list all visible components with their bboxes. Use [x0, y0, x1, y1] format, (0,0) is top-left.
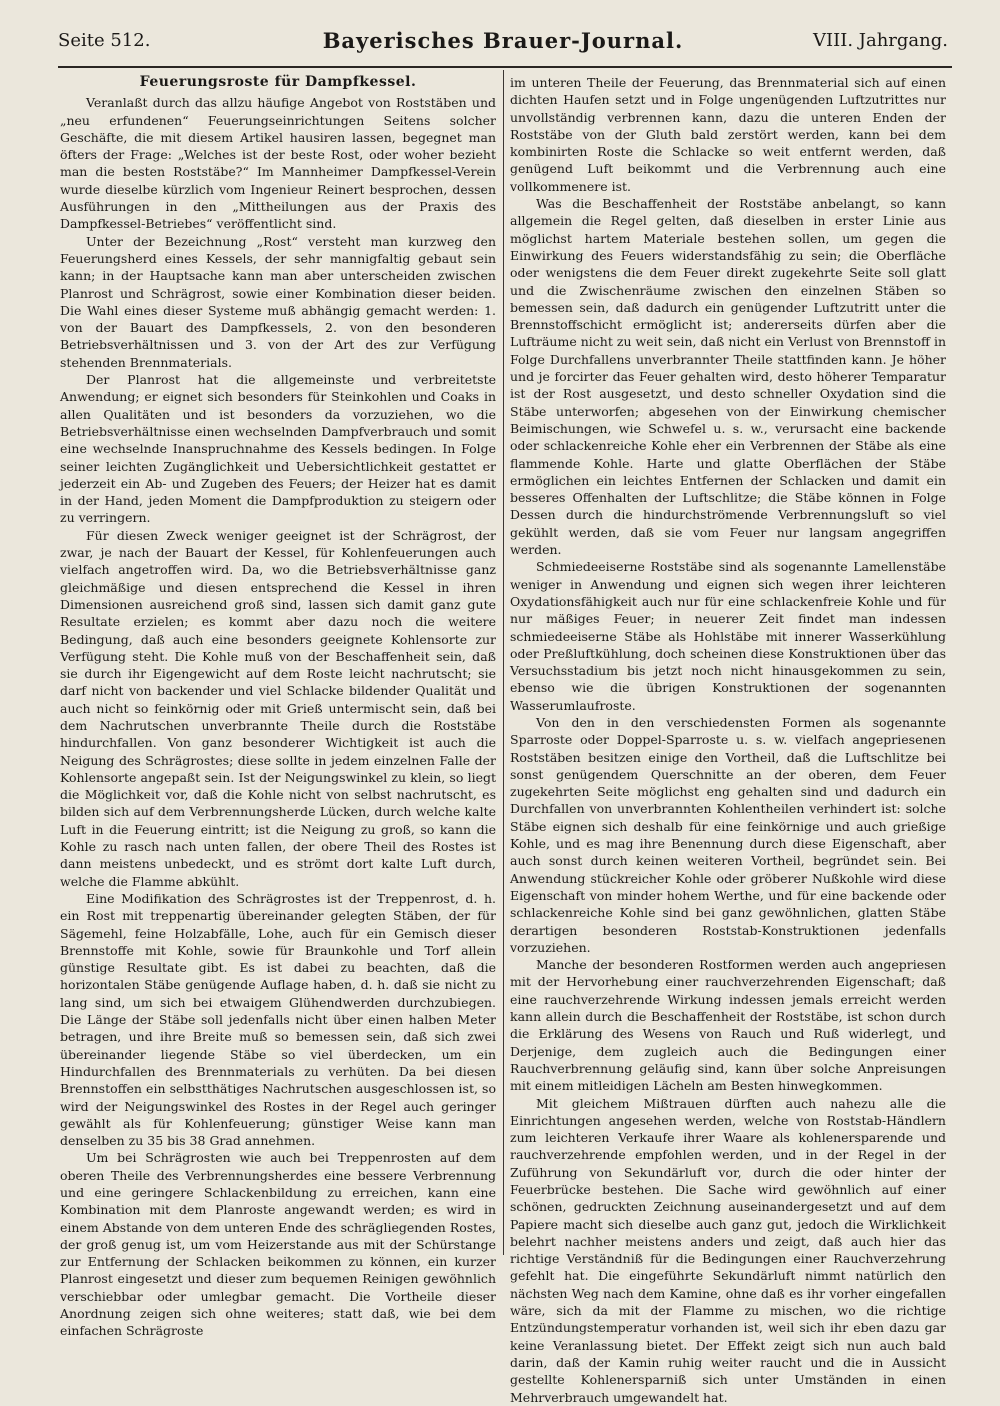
- paragraph: Mit gleichem Mißtrauen dürften auch nahezu alle die Einrichtungen angesehen werden, welche von Roststab-Händlern zum leichteren Verkaufe ihrer Waare als kohlenersparende und rauchverzehrende empfohlen werden, und in der Regel in der Zuführung von Sekundärluft vor, durch die oder hinter der Feuerbrücke bestehen. Die Sache wird gewöhnlich auf einer schönen, gedruckten Zeichnung auseinandergesetzt und auf dem Papiere macht sich dieselbe auch ganz gut, jedoch die Wirklichkeit belehrt nachher meistens anders und zeigt, daß auch hier das richtige Verständniß für die Bedingungen einer Rauchverzehrung gefehlt hat. Die eingeführte Sekundärluft nimmt natürlich den nächsten Weg nach dem Kamine, ohne daß es ihr vorher eingefallen wäre, sich da mit der Flamme zu mischen, wo die richtige Entzündungstemperatur vorhanden ist, weil sich ihr eben dazu gar keine Veranlassung bietet. Der Effekt zeigt sich nun auch bald darin, daß der Kamin ruhig weiter raucht und die in Aussicht gestellte Kohlenersparniß sich unter Umständen in einen Mehrverbrauch umgewandelt hat.: [510, 1095, 946, 1405]
- volume-label: VIII. Jahrgang.: [812, 30, 948, 51]
- paragraph: Um bei Schrägrosten wie auch bei Treppenrosten auf dem oberen Theile des Verbrennungsherdes eine bessere Verbrennung und eine geringere Schlackenbildung zu erreichen, kann eine Kombination mit dem Planroste angewandt werden; es wird in einem Abstande von dem unteren Ende des schrägliegenden Rostes, der groß genug ist, um vom Heizerstande aus mit der Schürstange zur Entfernung der Schlacken beikommen zu können, ein kurzer Planrost eingesetzt und dieser zum bequemen Reinigen gewöhnlich verschiebbar oder umlegbar gemacht. Die Vortheile dieser Anordnung zeigen sich ohne weiteres; statt daß, wie bei dem einfachen Schrägroste: [60, 1150, 496, 1339]
- paragraph: Eine Modifikation des Schrägrostes ist der Treppenrost, d. h. ein Rost mit treppenartig übereinander gelegten Stäben, der für Sägemehl, feine Holzabfälle, Lohe, auch für ein Gemisch dieser Brennstoffe mit Kohle, sowie für Braunkohle und Torf allein günstige Resultate gibt. Es ist dabei zu beachten, daß die horizontalen Stäbe genügende Auflage haben, d. h. daß sie nicht zu lang sind, um sich bei etwaigem Glühendwerden durchzubiegen. Die Länge der Stäbe soll jedenfalls nicht über einen halben Meter betragen, und ihre Breite muß so bemessen sein, daß sich zwei übereinander liegende Stäbe so viel überdecken, um ein Hindurchfallen des Brennmaterials zu verhüten. Da bei diesen Brennstoffen ein selbstthätiges Nachrutschen ausgeschlossen ist, so wird der Neigungswinkel des Rostes in der Regel auch geringer gewählt als für Kohlenfeuerung; günstiger Weise kann man denselben zu 35 bis 38 Grad annehmen.: [60, 890, 496, 1149]
- column-divider: [503, 70, 504, 1255]
- journal-title: Bayerisches Brauer-Journal.: [322, 28, 684, 53]
- paragraph: Schmiedeeiserne Roststäbe sind als sogenannte Lamellenstäbe weniger in Anwendung und eignen sich wegen ihrer leichteren Oxydationsfähigkeit auch nur für eine schlackenfreie Kohle und für nur mäßiges Feuer; in neuerer Zeit findet man indessen schmiedeeiserne Stäbe als Hohlstäbe mit innerer Wasserkühlung oder Preßluftkühlung, doch scheinen diese Konstruktionen über das Versuchsstadium bis jetzt noch nicht hinausgekommen zu sein, ebenso wie die übrigen Konstruktionen der sogenannten Wasserumlaufroste.: [510, 559, 946, 713]
- paragraph: Veranlaßt durch das allzu häufige Angebot von Roststäben und „neu erfundenen“ Feuerungseinrichtungen Seitens solcher Geschäfte, die mit diesem Artikel hausiren lassen, begegnet man öfters der Frage: „Welches ist der beste Rost, oder woher bezieht man die besten Roststäbe?“ Im Mannheimer Dampfkessel-Verein wurde dieselbe kürzlich vom Ingenieur Reinert besprochen, dessen Ausführungen in den „Mittheilungen aus der Praxis des Dampfkessel-Betriebes“ veröffentlicht sind.: [60, 95, 496, 232]
- left-column: [60, 74, 496, 1339]
- right-column: [510, 74, 946, 1405]
- paragraph: Der Planrost hat die allgemeinste und verbreitetste Anwendung; er eignet sich besonders für Steinkohlen und Coaks in allen Qualitäten und ist besonders da vorzuziehen, wo die Betriebsverhältnisse einen wechselnden Dampfverbrauch und somit eine wechselnde Inanspruchnahme des Kessels bedingen. In Folge seiner leichten Zugänglichkeit und Uebersichtlichkeit gestattet er jederzeit ein Ab- und Zugeben des Feuers; der Heizer hat es damit in der Hand, jeden Moment die Dampfproduktion zu steigern oder zu verringern.: [60, 372, 496, 526]
- page-header: [58, 24, 948, 60]
- paragraph: Für diesen Zweck weniger geeignet ist der Schrägrost, der zwar, je nach der Bauart der Kessel, für Kohlenfeuerungen auch vielfach angetroffen wird. Da, wo die Betriebsverhältnisse ganz gleichmäßige und diesen entsprechend die Kessel in ihren Dimensionen ausreichend groß sind, lassen sich damit ganz gute Resultate erzielen; es kommt aber dazu noch die weitere Bedingung, daß auch eine besonders geeignete Kohlensorte zur Verfügung steht. Die Kohle muß von der Beschaffenheit sein, daß sie durch ihr Eigengewicht auf dem Roste leicht nachrutscht; sie darf nicht von backender und viel Schlacke bildender Qualität und auch nicht so feinkörnig oder mit Grieß untermischt sein, daß bei dem Nachrutschen unverbrannte Theile durch die Roststäbe hindurchfallen. Von ganz besonderer Wichtigkeit ist auch die Neigung des Schrägrostes; diese sollte in jedem einzelnen Falle der Kohlensorte angepaßt sein. Ist der Neigungswinkel zu klein, so liegt die Möglichkeit vor, daß die Kohle nicht von selbst nachrutscht, es bilden sich auf dem Verbrennungsherde Lücken, durch welche kalte Luft in die Feuerung eintritt; ist die Neigung zu groß, so kann die Kohle zu rasch nach unten fallen, der obere Theil des Rostes ist dann meistens unbedeckt, und es strömt dort kalte Luft durch, welche die Flamme abkühlt.: [60, 527, 496, 889]
- page-number: Seite 512.: [58, 30, 151, 51]
- article-title: Feuerungsroste für Dampfkessel.: [139, 74, 417, 90]
- paragraph: Von den in den verschiedensten Formen als sogenannte Sparroste oder Doppel-Sparroste u. s. w. vielfach angepriesenen Roststäben besitzen einige den Vortheil, daß die Luftschlitze bei sonst genügendem Querschnitte an der oberen, dem Feuer zugekehrten Seite möglichst eng gehalten sind und dadurch ein Durchfallen von unverbrannten Kohlentheilen verhindert ist: solche Stäbe eignen sich deshalb für eine feinkörnige und auch grießige Kohle, und es mag ihre Benennung durch diese Eigenschaft, aber auch sonst durch keinen weiteren Vortheil, begründet sein. Bei Anwendung stückreicher Kohle oder gröberer Nußkohle wird diese Eigenschaft von minder hohem Werthe, und für eine backende oder schlackenreiche Kohle sind bei ganz gewöhnlichen, glatten Stäbe derartigen besonderen Roststab-Konstruktionen jedenfalls vorzuziehen.: [510, 714, 946, 955]
- paragraph: Manche der besonderen Rostformen werden auch angepriesen mit der Hervorhebung einer rauchverzehrenden Eigenschaft; daß eine rauchverzehrende Wirkung indessen jemals erreicht werden kann allein durch die Beschaffenheit der Roststäbe, ist schon durch die Erklärung des Wesens von Rauch und Ruß widerlegt, und Derjenige, dem zugleich auch die Bedingungen einer Rauchverbrennung geläufig sind, kann über solche Anpreisungen mit einem mitleidigen Lächeln am Besten hinwegkommen.: [510, 957, 946, 1094]
- paragraph: Was die Beschaffenheit der Roststäbe anbelangt, so kann allgemein die Regel gelten, daß dieselben in erster Linie aus möglichst hartem Materiale bestehen sollen, um gegen die Einwirkung des Feuers widerstandsfähig zu sein; die Oberfläche oder wenigstens die dem Feuer direkt zugekehrte Seite soll glatt und die Zwischenräume zwischen den einzelnen Stäben so bemessen sein, daß dadurch ein genügender Luftzutritt unter die Brennstoffschicht ermöglicht ist; andererseits dürfen aber die Lufträume nicht zu weit sein, daß nicht ein Verlust von Brennstoff in Folge Durchfallens unverbrannter Theile stattfinden kann. Je höher und je forcirter das Feuer gehalten wird, desto höherer Temparatur ist der Rost ausgesetzt, und desto schneller Oxydation sind die Stäbe unterworfen; abgesehen von der Einwirkung chemischer Beimischungen, wie Schwefel u. s. w., verursacht eine backende oder schlackenreiche Kohle eher ein Verbrennen der Stäbe als eine flammende Kohle. Harte und glatte Oberflächen der Stäbe ermöglichen ein leichtes Entfernen der Schlacken und damit ein besseres Offenhalten der Luftschlitze; die Stäbe können in Folge Dessen durch die hindurchströmende Verbrennungsluft so viel gekühlt werden, daß sie vom Feuer nur langsam angegriffen werden.: [510, 196, 946, 558]
- paragraph: im unteren Theile der Feuerung, das Brennmaterial sich auf einen dichten Haufen setzt und in Folge ungenügenden Luftzutrittes nur unvollständig verbrennen kann, dazu die unteren Enden der Roststäbe von der Gluth bald zerstört werden, kann bei dem kombinirten Roste die Schlacke so weit entfernt werden, daß genügend Luft beikommt und die Verbrennung auch eine vollkommenere ist.: [510, 75, 946, 194]
- paragraph: Unter der Bezeichnung „Rost“ versteht man kurzweg den Feuerungsherd eines Kessels, der sehr mannigfaltig gebaut sein kann; in der Hauptsache kann man aber unterscheiden zwischen Planrost und Schrägrost, sowie einer Kombination dieser beiden. Die Wahl eines dieser Systeme muß abhängig gemacht werden: 1. von der Bauart des Dampfkessels, 2. von den besonderen Betriebsverhältnissen und 3. von der Art des zur Verfügung stehenden Brennmaterials.: [60, 233, 496, 370]
- header-rule: [58, 66, 952, 68]
